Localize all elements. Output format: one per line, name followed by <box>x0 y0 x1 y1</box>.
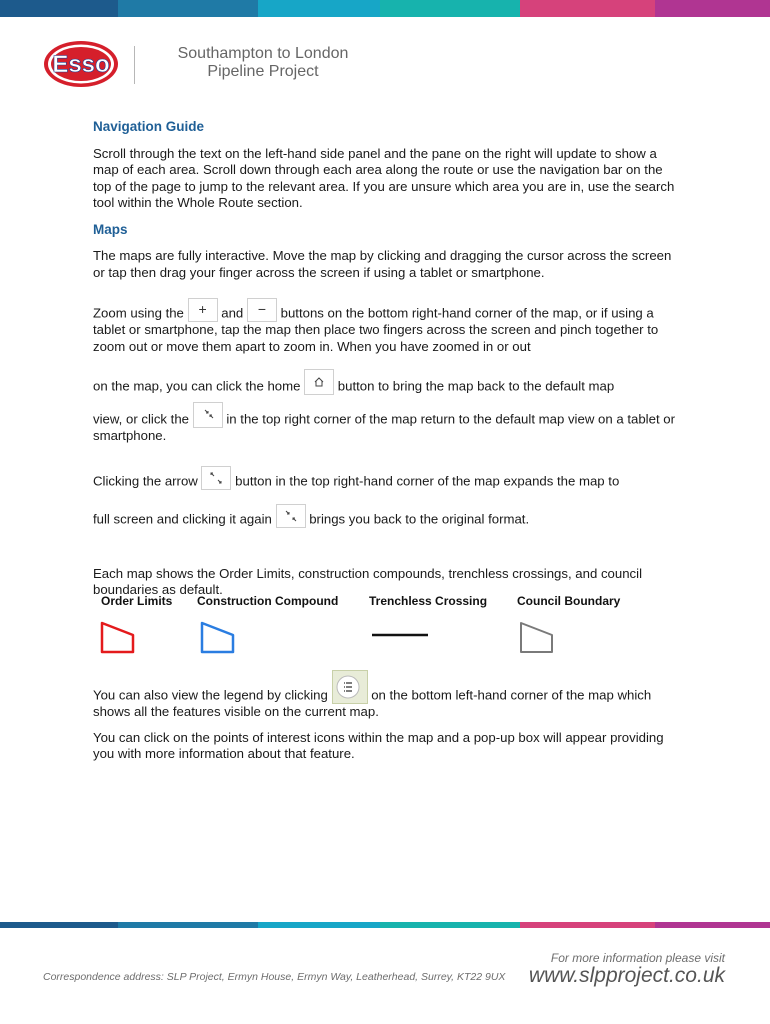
zoom-in-icon: + <box>188 298 218 322</box>
legend-list-icon <box>332 670 368 704</box>
each-map-paragraph: Each map shows the Order Limits, construction compounds, trenchless crossings, and council boundaries as default. <box>93 565 643 597</box>
project-title <box>153 45 373 81</box>
collapse-icon <box>276 504 306 528</box>
arrow-text-b: button in the top right-hand corner of the map expands the map to <box>235 473 620 488</box>
full-screen-paragraph <box>93 504 683 528</box>
legend-trenchless-crossing-label: Trenchless Crossing <box>369 594 488 608</box>
home-text-b: button to bring the map back to the default map <box>337 378 615 394</box>
full-text-b: brings you back to the original format. <box>309 511 530 526</box>
legend-construction-compound-label: Construction Compound <box>197 594 339 608</box>
home-icon <box>304 369 334 395</box>
expand-icon <box>201 466 231 490</box>
lower-content <box>93 670 683 763</box>
legend-text-b: on the bottom left-hand corner of the map which shows all the features visible on the current map. <box>93 687 652 719</box>
legend-paragraph <box>93 670 683 721</box>
legend-council-boundary-label: Council Boundary <box>517 594 621 608</box>
project-title-line2: Pipeline Project <box>207 63 319 80</box>
zoom-paragraph <box>93 298 683 355</box>
esso-logo <box>43 40 119 88</box>
more-info-text: For more information please visit <box>550 951 725 965</box>
zoom-out-icon: − <box>247 298 277 322</box>
zoom-text-a: Zoom using the <box>93 305 184 321</box>
navigation-guide-heading: Navigation Guide <box>93 119 205 134</box>
home-text-a: on the map, you can click the home <box>93 378 301 394</box>
main-content <box>93 119 683 599</box>
trenchless-crossing-symbol <box>371 631 429 639</box>
zoom-text-b: buttons on the bottom right-hand corner of the map, or if using a tablet or smartphone, tap the map then place two fingers across the screen and pinch together to zoom out or move them apart to zoom in. When you have zoomed in or out <box>93 305 659 354</box>
map-legend <box>0 593 770 663</box>
view-text-a: view, or click the <box>93 411 190 427</box>
construction-compound-symbol <box>200 621 236 655</box>
website-link[interactable]: www.slpproject.co.uk <box>528 964 725 987</box>
legend-order-limits-label: Order Limits <box>101 594 173 608</box>
full-text-a: full screen and clicking it again <box>93 511 272 526</box>
top-color-bar <box>0 0 770 17</box>
arrow-paragraph <box>93 466 683 490</box>
home-paragraph <box>93 369 683 395</box>
points-of-interest-paragraph: You can click on the points of interest icons within the map and a pop-up box will appear providing you with more information about that feature. <box>93 729 664 761</box>
collapse-icon <box>193 402 223 428</box>
bottom-color-bar <box>0 922 770 928</box>
view-text-b: in the top right corner of the map return to the default map view on a tablet or smartphone. <box>93 411 675 443</box>
council-boundary-symbol <box>519 621 555 655</box>
project-title-line1: Southampton to London <box>177 45 349 62</box>
zoom-text-and: and <box>221 305 244 321</box>
correspondence-address: Correspondence address: SLP Project, Ermyn House, Ermyn Way, Leatherhead, Surrey, KT22 9UX <box>43 971 506 983</box>
arrow-text-a: Clicking the arrow <box>93 473 198 488</box>
view-paragraph <box>93 402 683 445</box>
maps-intro-text: The maps are fully interactive. Move the map by clicking and dragging the cursor across the screen or tap then drag your finger across the screen if using a tablet or smartphone. <box>93 248 672 280</box>
logo-divider <box>134 46 135 84</box>
legend-text-a: You can also view the legend by clicking <box>93 687 328 703</box>
navigation-guide-text: Scroll through the text on the left-hand side panel and the pane on the right will update to show a map of each area. Scroll down through each area along the route or use the navigation bar on the top of the page to jump to the relevant area. If you are unsure which area you are in, use the search tool within the Whole Route section. <box>93 145 675 210</box>
maps-heading: Maps <box>93 221 128 237</box>
logo-text: Esso <box>52 51 110 78</box>
order-limits-symbol <box>100 621 136 655</box>
